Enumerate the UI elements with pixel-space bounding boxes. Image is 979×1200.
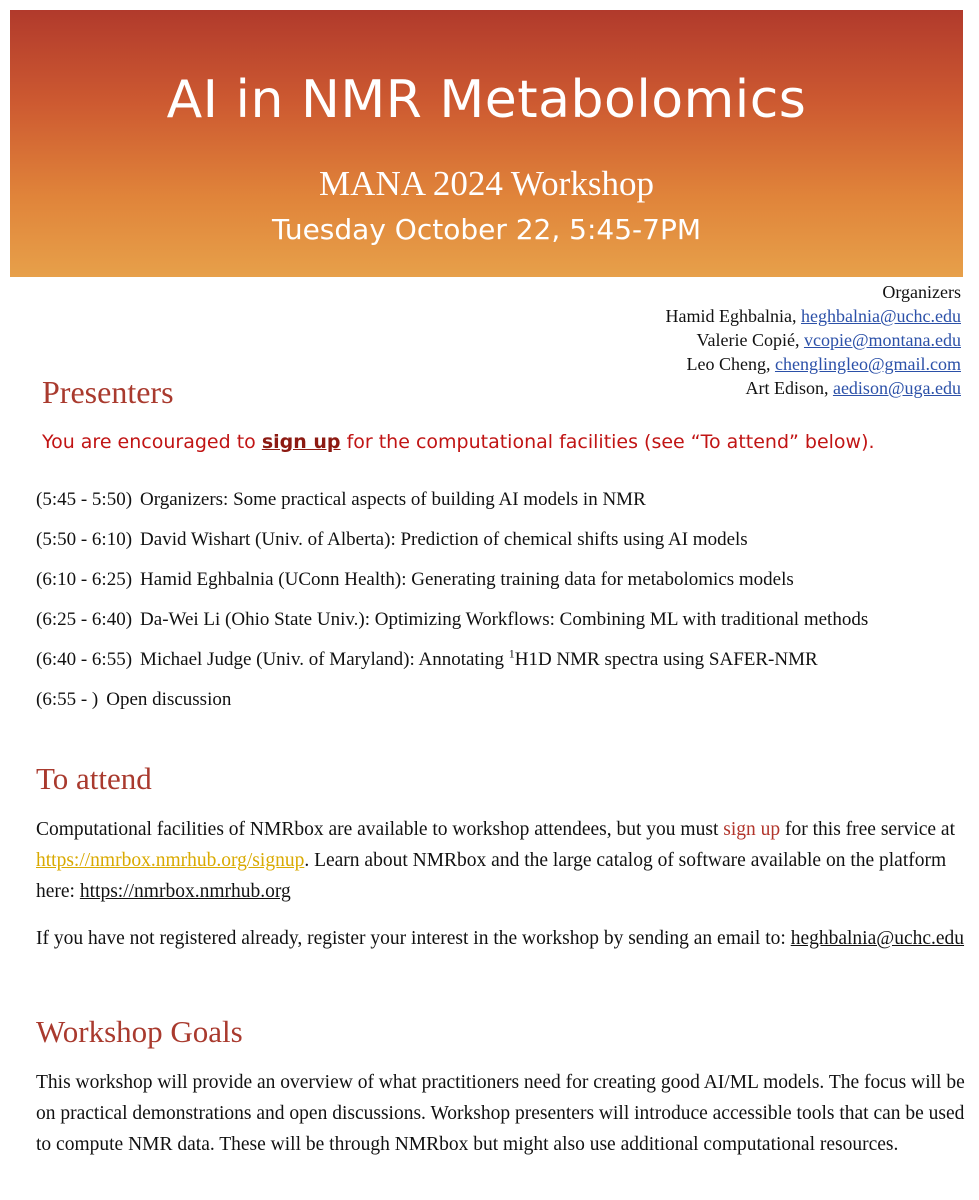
organizer-row — [481, 304, 961, 328]
schedule-time: (5:50 - 6:10) — [36, 529, 133, 550]
organizer-name: Leo Cheng, — [686, 354, 775, 374]
organizers-block — [481, 280, 961, 400]
schedule-time: (6:55 - ) — [36, 689, 99, 710]
schedule-item — [36, 486, 868, 526]
schedule-time: (6:25 - 6:40) — [36, 609, 133, 630]
superscript: 1 — [508, 646, 515, 661]
schedule-talk: Organizers: Some practical aspects of building AI models in NMR — [140, 489, 646, 510]
register-email-link[interactable]: heghbalnia@uchc.edu — [790, 928, 965, 949]
attend-paragraph — [36, 814, 966, 907]
schedule-talk: H1D NMR spectra using SAFER-NMR — [514, 649, 818, 670]
organizer-name: Art Edison, — [745, 378, 833, 398]
header-banner — [10, 10, 963, 277]
schedule-talk: Da-Wei Li (Ohio State Univ.): Optimizing Workflows: Combining ML with traditional methods — [140, 609, 869, 630]
organizer-email-link[interactable]: chenglingleo@gmail.com — [774, 354, 961, 374]
signup-link[interactable]: sign up — [723, 819, 781, 840]
schedule-item — [36, 526, 868, 566]
attend-text: . Learn about NMRbox and the large catalog of software available on the platform here: — [36, 850, 947, 902]
organizer-name: Valerie Copié, — [696, 330, 804, 350]
schedule-time: (5:45 - 5:50) — [36, 489, 133, 510]
signup-notice-text: for the computational facilities (see “To attend” below). — [340, 431, 875, 453]
goals-heading: Workshop Goals — [36, 1014, 243, 1049]
page-title: AI in NMR Metabolomics — [166, 70, 807, 130]
schedule-item — [36, 566, 868, 606]
organizer-row — [481, 328, 961, 352]
organizer-email-link[interactable]: aedison@uga.edu — [832, 378, 961, 398]
register-text: If you have not registered already, register your interest in the workshop by sending an email to: — [36, 928, 791, 949]
schedule-item — [36, 606, 868, 646]
schedule-item — [36, 646, 868, 686]
schedule-item — [36, 686, 868, 726]
organizer-row — [481, 376, 961, 400]
organizer-name: Hamid Eghbalnia, — [665, 306, 801, 326]
attend-text: Computational facilities of NMRbox are available to workshop attendees, but you must — [36, 819, 724, 840]
attend-text: for this free service at — [780, 819, 955, 840]
attend-heading: To attend — [36, 761, 152, 796]
schedule-talk: Open discussion — [106, 689, 232, 710]
workshop-subtitle: MANA 2024 Workshop — [319, 164, 654, 203]
register-paragraph — [36, 923, 966, 954]
workshop-date: Tuesday October 22, 5:45-7PM — [271, 213, 702, 246]
signup-link[interactable]: sign up — [261, 431, 341, 453]
nmrbox-link[interactable]: https://nmrbox.nmrhub.org — [79, 881, 291, 902]
signup-notice-text: You are encouraged to — [42, 431, 262, 453]
organizer-email-link[interactable]: heghbalnia@uchc.edu — [800, 306, 961, 326]
organizers-heading: Organizers — [882, 282, 961, 302]
schedule-list — [36, 486, 868, 726]
organizer-row — [481, 352, 961, 376]
organizer-email-link[interactable]: vcopie@montana.edu — [803, 330, 961, 350]
schedule-time: (6:40 - 6:55) — [36, 649, 133, 670]
presenters-heading: Presenters — [42, 374, 174, 410]
schedule-talk: David Wishart (Univ. of Alberta): Prediction of chemical shifts using AI models — [140, 529, 748, 550]
nmrbox-signup-link[interactable]: https://nmrbox.nmrhub.org/signup — [36, 850, 305, 871]
schedule-talk: Hamid Eghbalnia (UConn Health): Generating training data for metabolomics models — [140, 569, 794, 590]
schedule-talk: Michael Judge (Univ. of Maryland): Annotating — [140, 649, 509, 670]
signup-notice — [42, 428, 875, 456]
goals-paragraph: This workshop will provide an overview of what practitioners need for creating good AI/ML models. The focus will be on practical demonstrations and open discussions. Workshop presenters will introduce accessible tools that can be used to compute NMR data. These will be through NMRbox but might also use additional computational resources. — [36, 1072, 965, 1155]
schedule-time: (6:10 - 6:25) — [36, 569, 133, 590]
